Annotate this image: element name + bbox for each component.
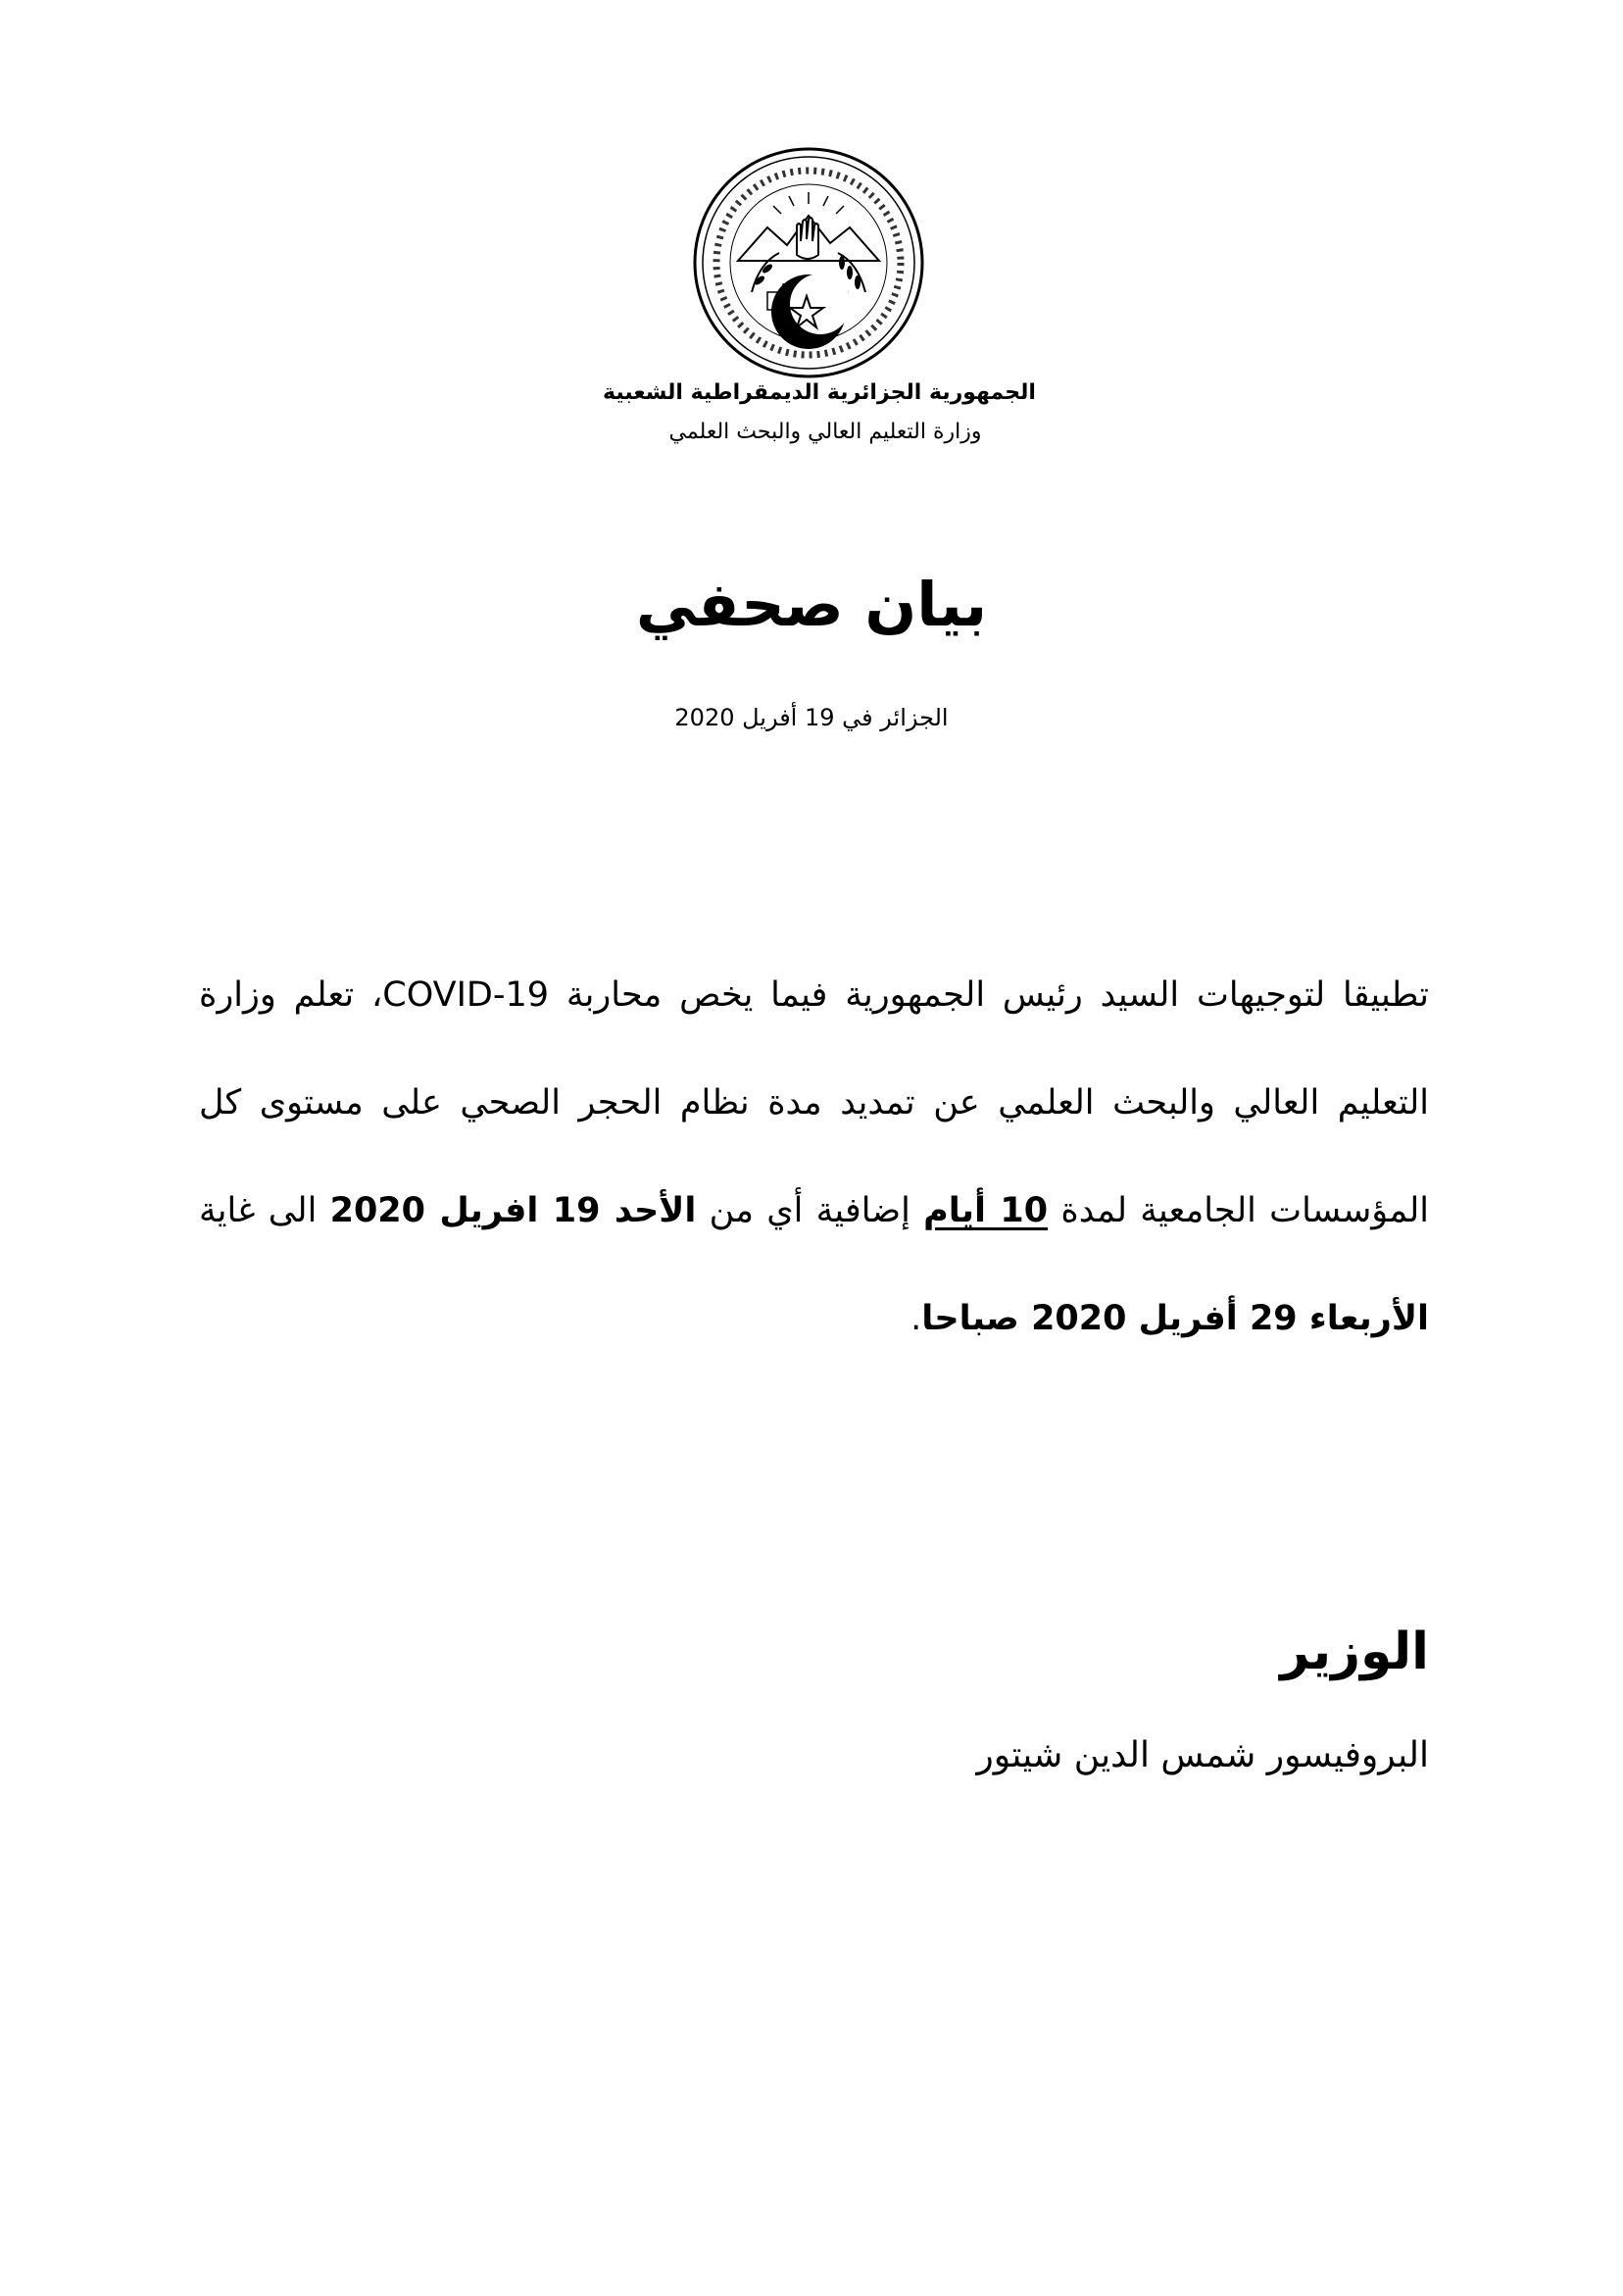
body-segment: ، تعلم وزارة التعليم العالي والبحث العلمي عن تمديد مدة نظام الحجر الصحي على مستوى كل المؤسسات الجامعية لمدة [199, 975, 1430, 1230]
body-segment: . [910, 1299, 922, 1338]
document-title: بيان صحفي [635, 569, 988, 640]
body-paragraph [199, 941, 1429, 1373]
signature-name: البروفيسور شمس الدين شيتور [976, 1735, 1429, 1775]
covid-term: COVID-19 [382, 975, 550, 1015]
date-line: الجزائر في 19 أفريل 2020 [674, 704, 949, 731]
body-segment: إضافية أي من [696, 1191, 924, 1230]
extension-duration: 10 أيام [923, 1191, 1049, 1230]
end-date: الأربعاء 29 أفريل 2020 صباحا [921, 1299, 1429, 1338]
algeria-emblem-seal-icon [691, 145, 926, 380]
body-segment: الى غاية [199, 1191, 330, 1230]
state-name: الجمهورية الجزائرية الديمقراطية الشعبية [603, 380, 1036, 405]
ministry-name: وزارة التعليم العالي والبحث العلمي [668, 420, 982, 444]
signature-title: الوزير [1280, 1622, 1429, 1681]
start-date: الأحد 19 افريل 2020 [329, 1191, 697, 1230]
body-segment: تطبيقا لتوجيهات السيد رئيس الجمهورية فيما يخص محاربة [549, 975, 1429, 1015]
